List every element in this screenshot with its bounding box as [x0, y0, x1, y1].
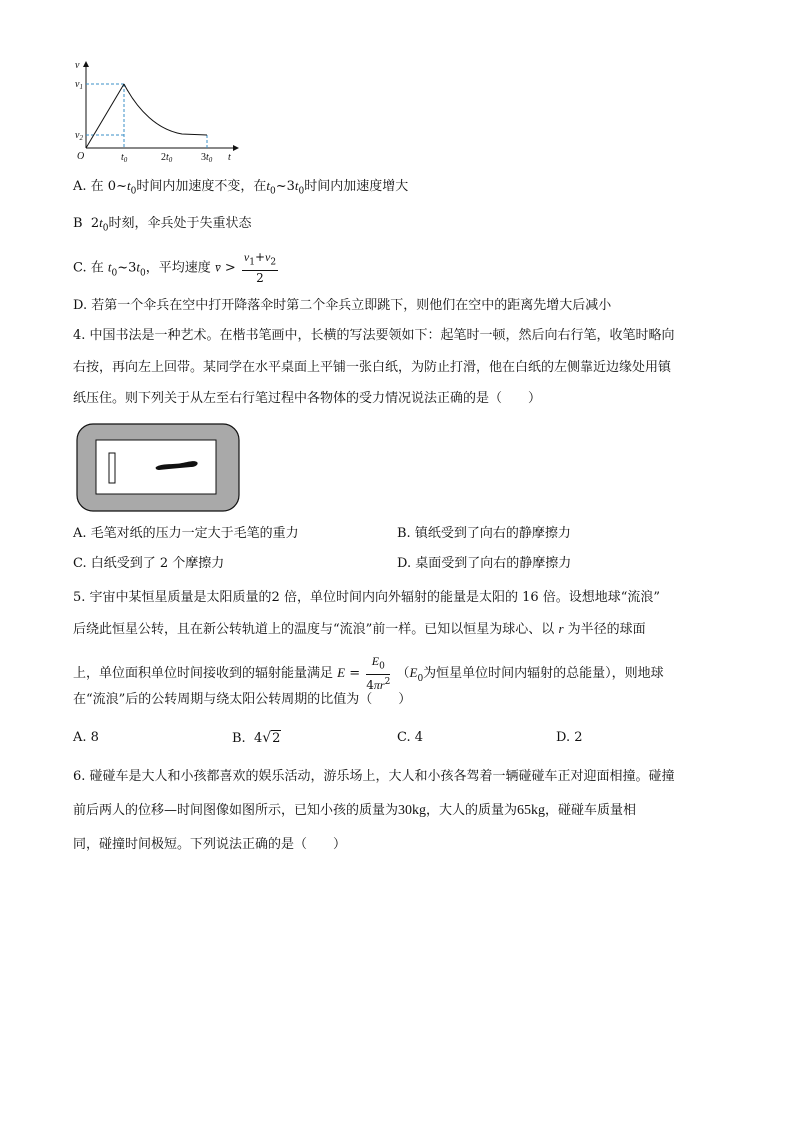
q5-option-a: A. 8 — [73, 730, 99, 745]
velocity-time-graph — [70, 56, 250, 166]
radiation-formula-fraction: $\frac{E_0}{4\pi r^2}$ — [366, 654, 391, 693]
t-axis-label: t — [228, 152, 231, 163]
v-axis-label: v — [75, 60, 80, 71]
q6-stem-line3: 同，碰撞时间极短。下列说法正确的是（ ） — [73, 837, 347, 852]
q6-stem-line1: 6. 碰碰车是大人和小孩都喜欢的娱乐活动，游乐场上，大人和小孩各驾着一辆碰碰车正对迎面相撞。碰撞 — [73, 769, 675, 784]
q4-stem-line3: 纸压住。则下列关于从左至右行笔过程中各物体的受力情况说法正确的是（ ） — [73, 391, 542, 406]
origin-label: O — [77, 151, 85, 162]
q5-stem-line2: 后绕此恒星公转，且在新公转轨道上的温度与“流浪”前一样。已知以恒星为球心、以 r 为半径的球面 — [73, 621, 646, 637]
q4-stem-line1: 4. 中国书法是一种艺术。在楷书笔画中，长横的写法要领如下：起笔时一顿，然后向右行笔，收笔时略向 — [73, 328, 675, 343]
3t0-tick: $3t_0$ — [201, 152, 213, 164]
calligraphy-diagram — [76, 423, 240, 513]
q5-option-c: C. 4 — [397, 730, 424, 745]
q3-option-c: C. 在 $t_0\sim 3t_0$，平均速度 v̄ > $\frac{v_1+v_2}{2}$ — [73, 250, 277, 286]
t0-tick: $t_0$ — [121, 152, 128, 164]
paperweight — [109, 453, 115, 483]
q4-option-b: B. 镇纸受到了向右的静摩擦力 — [397, 526, 571, 541]
average-velocity-fraction: $\frac{v_1+v_2}{2}$ — [243, 250, 277, 286]
q3-option-a: A. 在 $0\sim t_0$时间内加速度不变，在$t_0\sim 3t_0$时间内加速度增大 — [73, 178, 409, 197]
q3-option-b: B $2t_0$时刻，伞兵处于失重状态 — [73, 215, 252, 234]
q5-stem-line1: 5. 宇宙中某恒星质量是太阳质量的2 倍，单位时间内向外辐射的能量是太阳的 16 倍。设想地球“流浪” — [73, 590, 661, 605]
q6-stem-line2: 前后两人的位移—时间图像如图所示，已知小孩的质量为30kg，大人的质量为65kg，碰碰车质量相 — [73, 803, 637, 818]
q4-option-d: D. 桌面受到了向右的静摩擦力 — [397, 556, 572, 571]
q5-stem-line3: 上，单位面积单位时间接收到的辐射能量满足 E = $\frac{E_0}{4\pi r^2}$ （$E_0$为恒星单位时间内辐射的总能量），则地球 — [73, 654, 664, 693]
v2-label: $v_2$ — [75, 130, 83, 142]
q3-option-d: D. 若第一个伞兵在空中打开降落伞时第二个伞兵立即跳下，则他们在空中的距离先增大后减小 — [73, 298, 612, 313]
q5-option-b: B. 4√2 — [232, 730, 281, 746]
velocity-decay-curve — [124, 84, 207, 135]
q4-stem-line2: 右按，再向左上回带。某同学在水平桌面上平铺一张白纸，为防止打滑，他在白纸的左侧靠近边缘处用镇 — [73, 360, 672, 375]
q5-option-d: D. 2 — [556, 730, 583, 745]
q4-option-a: A. 毛笔对纸的压力一定大于毛笔的重力 — [73, 526, 299, 541]
q4-option-c: C. 白纸受到了 2 个摩擦力 — [73, 556, 225, 571]
q5-stem-line4: 在“流浪”后的公转周期与绕太阳公转周期的比值为（ ） — [73, 692, 412, 707]
v1-label: $v_1$ — [75, 79, 83, 91]
velocity-rise-line — [86, 84, 124, 148]
2t0-tick: $2t_0$ — [161, 152, 173, 164]
